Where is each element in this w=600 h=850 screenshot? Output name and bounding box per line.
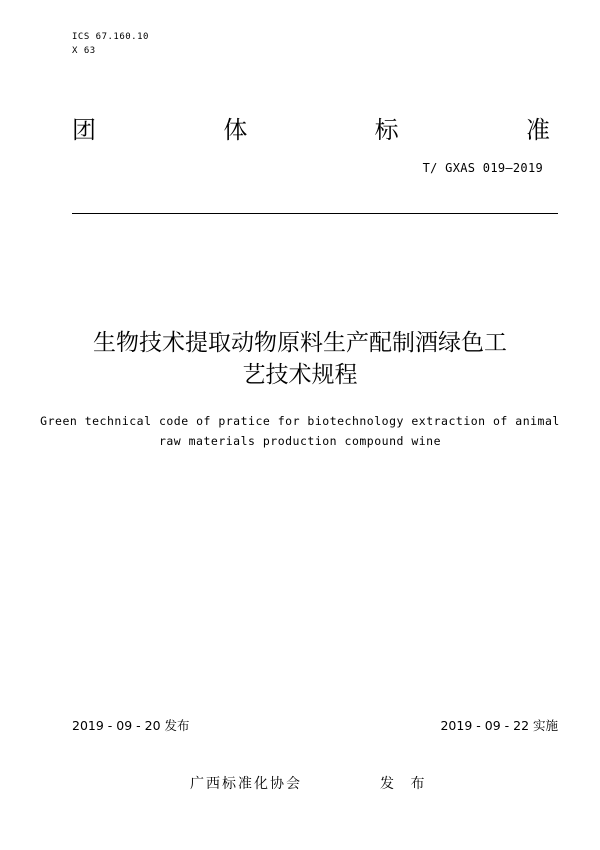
ccs-code: X 63	[72, 46, 96, 56]
publish-label: 发 布	[380, 776, 431, 792]
heading-char-3: 标	[374, 116, 399, 144]
ics-code: ICS 67.160.10	[72, 32, 149, 42]
chinese-title-line-1: 生物技术提取动物原料生产配制酒绿色工	[93, 330, 507, 356]
english-title-line-2: raw materials production compound wine	[158, 434, 442, 448]
heading-char-4: 准	[525, 116, 550, 144]
heading-char-1: 团	[72, 116, 96, 144]
header-divider	[72, 213, 558, 214]
publisher-name: 广西标准化协会	[190, 776, 302, 792]
document-type-heading	[72, 114, 550, 146]
english-title	[40, 411, 560, 451]
chinese-title	[40, 327, 560, 391]
standard-number: T/ GXAS 019—2019	[422, 161, 543, 175]
classification-codes	[72, 30, 149, 58]
chinese-title-line-2: 艺技术规程	[242, 362, 358, 388]
english-title-line-1: Green technical code of pratice for biotechnology extraction of animal	[40, 414, 560, 428]
heading-char-2: 体	[223, 116, 248, 144]
issue-date: 2019 - 09 - 20 发布	[72, 718, 190, 733]
implementation-date: 2019 - 09 - 22 实施	[440, 718, 558, 733]
